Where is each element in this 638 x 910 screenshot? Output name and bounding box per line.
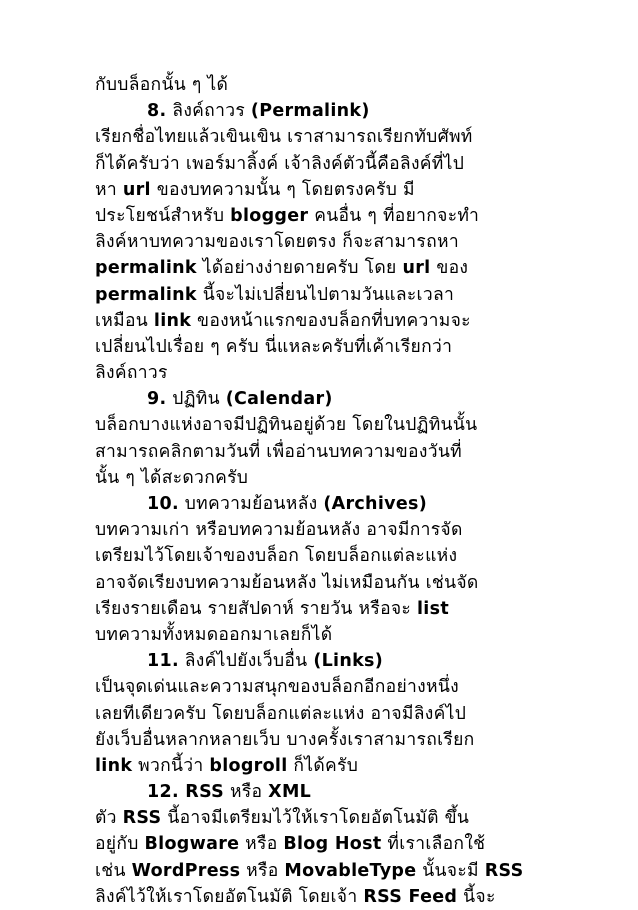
text-line [95,753,555,779]
text-segment: เปลี่ยนไปเรื่อย ๆ ครับ นี่แหละครับที่เค้าเรียกว่า [95,336,453,357]
text-line [95,177,555,203]
text-segment: ที่เราเลือกใช้ [381,834,486,855]
bold-text-segment: link [153,310,192,331]
text-segment: ของหน้าแรกของบล็อกที่บทความจะ [191,310,471,331]
text-segment: ก็ได้ครับว่า เพอร์มาลิ้งค์ เจ้าลิงค์ตัวนี้คือลิงค์ที่ไป [95,153,465,174]
text-segment: บล็อกบางแห่งอาจมีปฏิทินอยู่ด้วย โดยในปฏิทินนั้น [95,415,478,436]
text-line [95,439,555,465]
text-segment: เลยทีเดียวครับ โดยบล็อกแต่ละแห่ง อาจมีลิงค์ไป [95,703,467,724]
bold-text-segment: list [417,598,449,619]
text-segment: นั้น ๆ ได้สะดวกครับ [95,467,249,488]
text-segment: ได้อย่างง่ายดายครับ โดย [196,258,403,279]
text-line [95,884,555,910]
bold-text-segment: blogroll [209,755,288,776]
bold-text-segment: XML [268,782,312,803]
text-segment: ของบทความนั้น ๆ โดยตรงครับ มี [150,179,415,200]
text-segment: หา [95,179,123,200]
text-segment: นี้จะไม่เปลี่ยนไปตามวันและเวลา [196,284,455,305]
text-line [95,229,555,255]
text-line [95,203,555,229]
text-segment: ปฏิทิน [166,389,226,410]
text-segment: หรือ [240,860,285,881]
text-line [95,727,555,753]
text-segment: เหมือน [95,310,154,331]
text-line [95,805,555,831]
bold-text-segment: 11. [147,651,179,672]
text-segment: เตรียมไว้โดยเจ้าของบล็อก โดยบล็อกแต่ละแห่ง [95,546,458,567]
text-segment: พวกนี้ว่า [132,755,210,776]
text-line [95,858,555,884]
text-line [95,701,555,727]
bold-text-segment: 9. [147,389,167,410]
bold-text-segment: 8. [147,101,167,122]
bold-text-segment: url [402,258,431,279]
text-segment: หรือ [239,834,284,855]
bold-text-segment: url [122,179,151,200]
section-heading-line [95,779,555,805]
text-line [95,674,555,700]
text-line [95,412,555,438]
text-segment: บทความเก่า หรือบทความย้อนหลัง อาจมีการจัด [95,520,463,541]
text-segment: หรือ [224,782,269,803]
bold-text-segment: RSS Feed [363,886,458,907]
text-segment: ลิงค์ไปยังเว็บอื่น [178,651,314,672]
section-heading-line [95,386,555,412]
text-line [95,570,555,596]
text-segment: ลิงค์ไว้ให้เราโดยอัตโนมัติ โดยเจ้า [95,886,364,907]
text-segment: อยู่กับ [95,834,145,855]
text-segment: ลิงค์ถาวร [95,363,168,384]
text-segment: ประโยชน์สำหรับ [95,205,231,226]
text-line [95,334,555,360]
text-line [95,72,555,98]
bold-text-segment: (Permalink) [250,101,370,122]
text-segment: ลิงค์ถาวร [166,101,251,122]
text-segment: สามารถคลิกตามวันที่ เพื่ออ่านบทความของวันที่ [95,441,462,462]
bold-text-segment: 12. RSS [147,782,225,803]
bold-text-segment: (Calendar) [225,389,333,410]
text-segment: คนอื่น ๆ ที่อยากจะทำ [308,205,480,226]
text-segment: นี้อาจมีเตรียมไว้ให้เราโดยอัตโนมัติ ขึ้น [161,808,470,829]
text-segment: บทความทั้งหมดออกมาเลยก็ได้ [95,624,333,645]
text-line [95,831,555,857]
text-segment: นี้จะ [457,886,496,907]
bold-text-segment: RSS [122,808,162,829]
bold-text-segment: permalink [95,284,197,305]
section-heading-line [95,648,555,674]
text-line [95,622,555,648]
text-segment: บทความย้อนหลัง [178,494,324,514]
bold-text-segment: Blog Host [283,834,382,855]
text-line [95,124,555,150]
text-segment: นั้นจะมี [416,860,485,881]
text-segment: เป็นจุดเด่นและความสนุกของบล็อกอีกอย่างหนึ่ง [95,677,459,698]
bold-text-segment: Blogware [144,834,240,855]
text-segment: ลิงค์หาบทความของเราโดยตรง ก็จะสามารถหา [95,232,459,253]
text-segment: ของ [430,258,469,279]
text-segment: อาจจัดเรียงบทความย้อนหลัง ไม่เหมือนกัน เช่นจัด [95,572,479,593]
text-line [95,596,555,622]
section-heading-line [95,98,555,124]
bold-text-segment: permalink [95,258,197,279]
text-line [95,151,555,177]
text-line [95,255,555,281]
text-segment: เรียงรายเดือน รายสัปดาห์ รายวัน หรือจะ [95,598,417,619]
text-line [95,465,555,491]
body-text [95,72,555,910]
bold-text-segment: (Links) [313,651,384,672]
text-segment: เรียกชื่อไทยแล้วเขินเขิน เราสามารถเรียกทับศัพท์ [95,127,473,148]
text-segment: ตัว [95,808,123,829]
section-heading-line [95,491,555,517]
text-line [95,308,555,334]
text-segment: ก็ได้ครับ [287,755,359,776]
bold-text-segment: 10. [147,494,179,514]
text-line [95,360,555,386]
text-line [95,543,555,569]
bold-text-segment: blogger [230,205,309,226]
text-segment: ยังเว็บอื่นหลากหลายเว็บ บางครั้งเราสามารถเรียก [95,729,475,750]
text-segment: กับบล็อกนั้น ๆ ได้ [95,75,229,95]
bold-text-segment: link [95,755,133,776]
text-segment: เช่น [95,860,132,881]
bold-text-segment: MovableType [284,860,417,881]
text-line [95,517,555,543]
bold-text-segment: (Archives) [323,494,428,514]
text-line [95,282,555,308]
bold-text-segment: WordPress [131,860,241,881]
bold-text-segment: RSS [484,860,524,881]
